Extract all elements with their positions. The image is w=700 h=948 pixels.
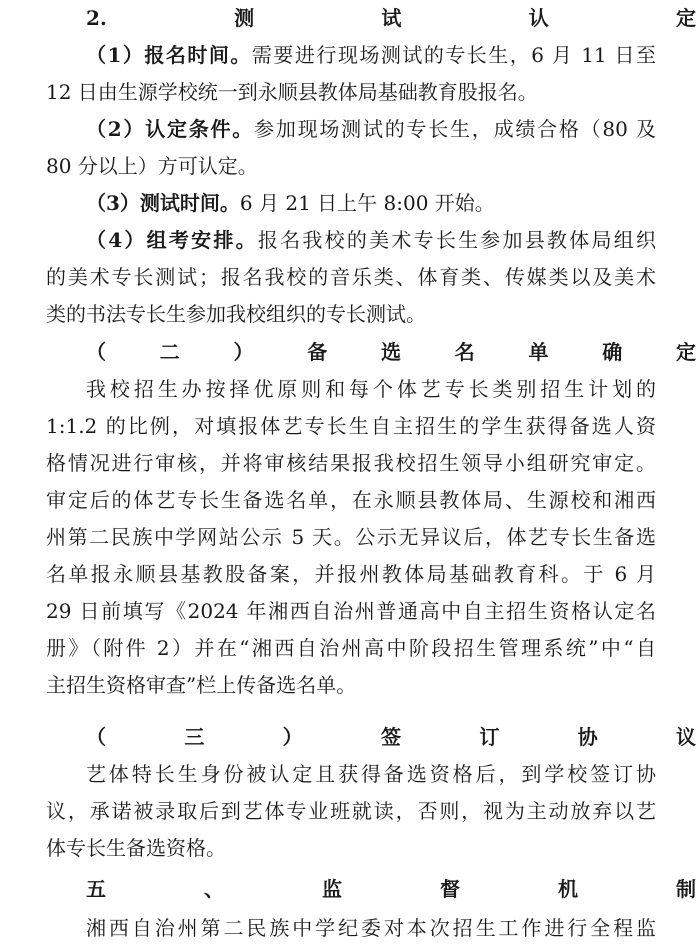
supervision-heading: 五、监督机制 <box>86 877 696 901</box>
paragraph-line: 我校招生办按择优原则和每个体艺专长类别招生计划的 <box>86 377 656 401</box>
paragraph-line: 体专长生备选资格。 <box>46 836 226 860</box>
paragraph-line: 格情况进行审核，并将审核结果报我校招生领导小组研究审定。 <box>46 451 656 475</box>
paragraph-line: 29 日前填写《2024 年湘西自治州普通高中自主招生资格认定名 <box>46 599 656 623</box>
paragraph-line: 名单报永顺县基教股备案，并报州教体局基础教育科。于 6 月 <box>46 562 656 586</box>
candidates-heading: （二）备选名单确定 <box>86 340 696 364</box>
item-text: 需要进行现场测试的专长生，6 月 11 日至 <box>251 43 657 67</box>
agreement-heading: （三）签订协议 <box>86 725 696 749</box>
item-text-line: 类的书法专长生参加我校组织的专长测试。 <box>46 302 426 326</box>
item-text: 参加现场测试的专长生，成绩合格（80 及 <box>254 117 657 141</box>
item-test-time <box>86 191 656 215</box>
item-exam-arrangement <box>86 228 656 252</box>
item-text-line: 80 分以上）方可认定。 <box>46 154 258 178</box>
item-text-line: 的美术专长测试；报名我校的音乐类、体育类、传媒类以及美术 <box>46 265 656 289</box>
item-text: 报名我校的美术专长生参加县教体局组织 <box>257 228 657 252</box>
item-label: （2）认定条件。 <box>86 117 255 141</box>
paragraph-line: 册》（附件 2）并在“湘西自治州高中阶段招生管理系统”中“自 <box>46 636 656 660</box>
item-text: 6 月 21 日上午 8:00 开始。 <box>239 191 495 215</box>
section-2-heading: 2.测试认定 <box>86 6 696 30</box>
paragraph-line: 州第二民族中学网站公示 5 天。公示无异议后，体艺专长生备选 <box>46 525 656 549</box>
item-label: （3）测试时间。 <box>86 191 240 215</box>
item-text-line: 12 日由生源学校统一到永顺县教体局基础教育股报名。 <box>46 80 538 104</box>
paragraph-line: 审定后的体艺专长生备选名单，在永顺县教体局、生源校和湘西 <box>46 488 656 512</box>
item-qualification <box>86 117 656 141</box>
paragraph-line: 主招生资格审查”栏上传备选名单。 <box>46 673 357 697</box>
item-registration-time <box>86 43 656 67</box>
paragraph-line: 1:1.2 的比例，对填报体艺专长生自主招生的学生获得备选人资 <box>46 414 656 438</box>
item-label: （4）组考安排。 <box>86 228 258 252</box>
paragraph-line: 艺体特长生身份被认定且获得备选资格后，到学校签订协 <box>86 762 656 786</box>
item-label: （1）报名时间。 <box>86 43 252 67</box>
paragraph-line: 湘西自治州第二民族中学纪委对本次招生工作进行全程监 <box>86 916 656 940</box>
paragraph-line: 议，承诺被录取后到艺体专业班就读，否则，视为主动放弃以艺 <box>46 799 656 823</box>
